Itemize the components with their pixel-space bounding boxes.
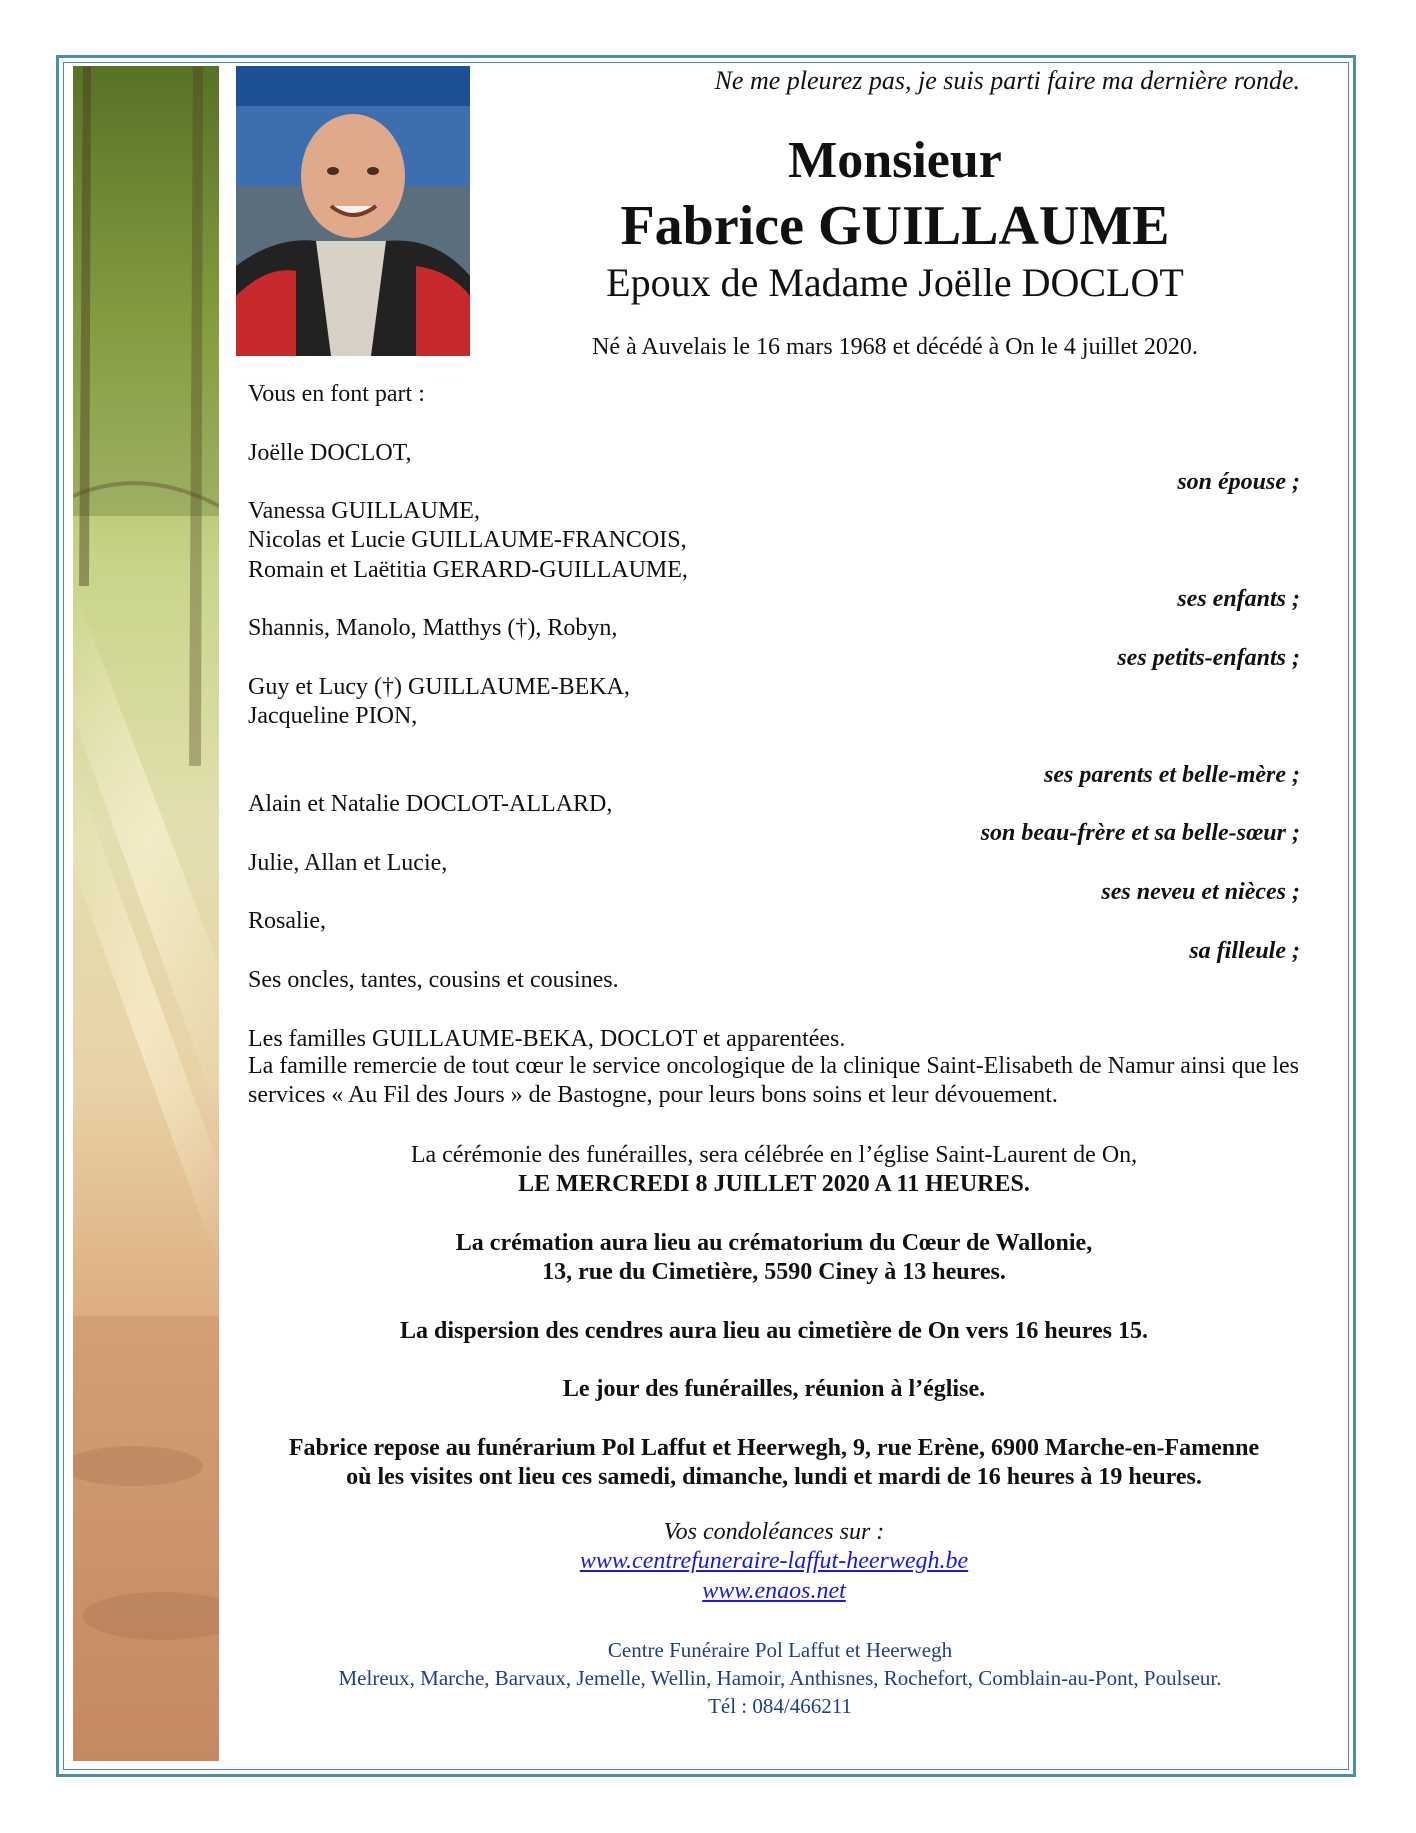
funeral-home-footer	[220, 1636, 1340, 1720]
funeral-home-phone: Tél : 084/466211	[708, 1694, 852, 1718]
ceremony-details	[248, 1141, 1300, 1493]
deceased-portrait-photo	[236, 66, 470, 356]
ceremony-date: LE MERCREDI 8 JUILLET 2020 A 11 HEURES.	[518, 1171, 1030, 1198]
family-name: Alain et Natalie DOCLOT-ALLARD,	[248, 791, 613, 818]
condolences-intro: Vos condoléances sur :	[663, 1519, 885, 1545]
family-name: Guy et Lucy (†) GUILLAUME-BEKA,	[248, 673, 630, 700]
title-prefix: Monsieur	[788, 132, 1002, 189]
family-relation: son épouse ;	[1177, 468, 1300, 495]
family-name: Rosalie,	[248, 908, 326, 935]
funeral-home-locations: Melreux, Marche, Barvaux, Jemelle, Wellin, Hamoir, Anthisnes, Rochefort, Comblain-au-Pont, Poulseur.	[338, 1666, 1222, 1690]
funerarium-line-1: Fabrice repose au funérarium Pol Laffut et Heerwegh, 9, rue Erène, 6900 Marche-en-Famenne	[288, 1434, 1260, 1461]
epitaph-quote: Ne me pleurez pas, je suis parti faire ma dernière ronde.	[714, 66, 1300, 95]
family-name: Jacqueline PION,	[248, 703, 418, 730]
thanks-paragraph: La famille remercie de tout cœur le service oncologique de la clinique Saint-Elisabeth de Namur ainsi que les services « Au Fil des Jours » de Bastogne, pour leurs bons soins et leur dévouement.	[248, 1053, 1299, 1109]
family-relation: son beau-frère et sa belle-sœur ;	[980, 820, 1300, 847]
funeral-home-name: Centre Funéraire Pol Laffut et Heerwegh	[607, 1638, 953, 1662]
family-name: Romain et Laëtitia GERARD-GUILLAUME,	[248, 556, 688, 583]
meeting-line: Le jour des funérailles, réunion à l’église.	[562, 1376, 986, 1403]
condolences-link-laffut[interactable]: www.centrefuneraire-laffut-heerwegh.be	[579, 1548, 969, 1575]
spouse-line: Epoux de Madame Joëlle DOCLOT	[606, 260, 1184, 305]
funerarium-line-2: où les visites ont lieu ces samedi, dimanche, lundi et mardi de 16 heures à 19 heures.	[346, 1464, 1202, 1491]
deceased-name: Fabrice GUILLAUME	[620, 195, 1170, 257]
family-relation: ses enfants ;	[1177, 586, 1300, 613]
family-name: Julie, Allan et Lucie,	[248, 849, 448, 876]
family-relation: ses parents et belle-mère ;	[1044, 761, 1300, 788]
ceremony-intro: La cérémonie des funérailles, sera célébrée en l’église Saint-Laurent de On,	[410, 1142, 1138, 1168]
family-name: Vanessa GUILLAUME,	[248, 498, 480, 525]
condolences-link-enaos[interactable]: www.enaos.net	[702, 1577, 846, 1604]
family-name: Nicolas et Lucie GUILLAUME-FRANCOIS,	[248, 527, 687, 554]
related-families: Les familles GUILLAUME-BEKA, DOCLOT et apparentées.	[248, 1025, 846, 1052]
family-intro: Vous en font part :	[248, 381, 425, 407]
family-name: Shannis, Manolo, Matthys (†), Robyn,	[248, 615, 618, 642]
cremation-line-1: La crémation aura lieu au crématorium du Cœur de Wallonie,	[455, 1229, 1093, 1256]
family-name: Joëlle DOCLOT,	[248, 439, 412, 466]
birth-death-line: Né à Auvelais le 16 mars 1968 et décédé à On le 4 juillet 2020.	[592, 334, 1198, 360]
dispersion-line: La dispersion des cendres aura lieu au cimetière de On vers 16 heures 15.	[400, 1317, 1148, 1344]
family-relation: ses neveu et nièces ;	[1101, 879, 1300, 906]
extended-family: Ses oncles, tantes, cousins et cousines.	[248, 966, 619, 993]
family-relation: sa filleule ;	[1189, 937, 1300, 964]
forest-path-image	[73, 66, 219, 1761]
cremation-line-2: 13, rue du Cimetière, 5590 Ciney à 13 heures.	[542, 1259, 1006, 1286]
family-announcement	[248, 380, 1300, 1054]
family-relation: ses petits-enfants ;	[1117, 644, 1300, 671]
condolences-section	[248, 1518, 1300, 1606]
